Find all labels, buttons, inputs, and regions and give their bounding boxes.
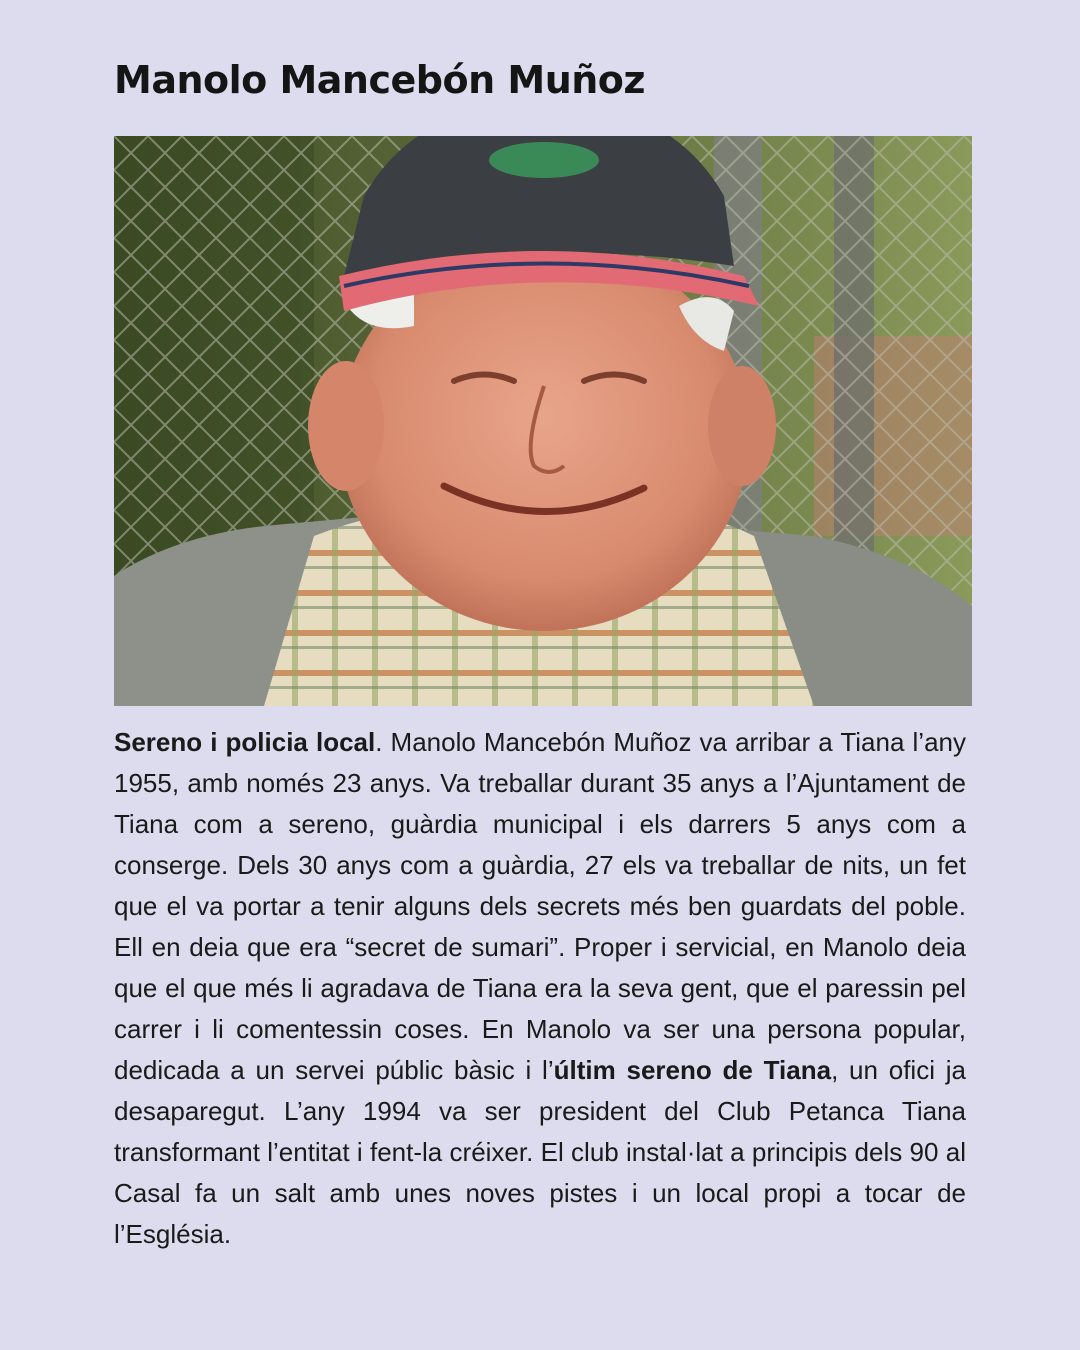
bio-highlight-bold: últim sereno de Tiana xyxy=(553,1055,832,1085)
biography-paragraph xyxy=(114,722,966,1255)
bio-lead-bold: Sereno i policia local xyxy=(114,727,376,757)
article-title: Manolo Mancebón Muñoz xyxy=(114,58,646,102)
bio-text-part-1: . Manolo Mancebón Muñoz va arribar a Tiana l’any 1955, amb només 23 anys. Va treballar durant 35 anys a l’Ajuntament de Tiana com a sereno, guàrdia municipal i els darrers 5 anys com a conserge. Dels 30 anys com a guàrdia, 27 els va treballar de nits, un fet que el va portar a tenir alguns dels secrets més ben guardats del poble. Ell en deia que era “secret de sumari”. Proper i servicial, en Manolo deia que el que més li agradava de Tiana era la seva gent, que el paressin pel carrer i li comentessin coses. En Manolo va ser una persona popular, dedicada a un servei públic bàsic i l’ xyxy=(114,727,966,1085)
portrait-illustration xyxy=(114,136,972,706)
portrait-photo xyxy=(114,136,972,706)
bio-text-part-2: , un ofici ja desaparegut. L’any 1994 va ser president del Club Petanca Tiana transformant l’entitat i fent-la créixer. El club instal·lat a principis dels 90 al Casal fa un salt amb unes noves pistes i un local propi a tocar de l’Església. xyxy=(114,1055,966,1249)
